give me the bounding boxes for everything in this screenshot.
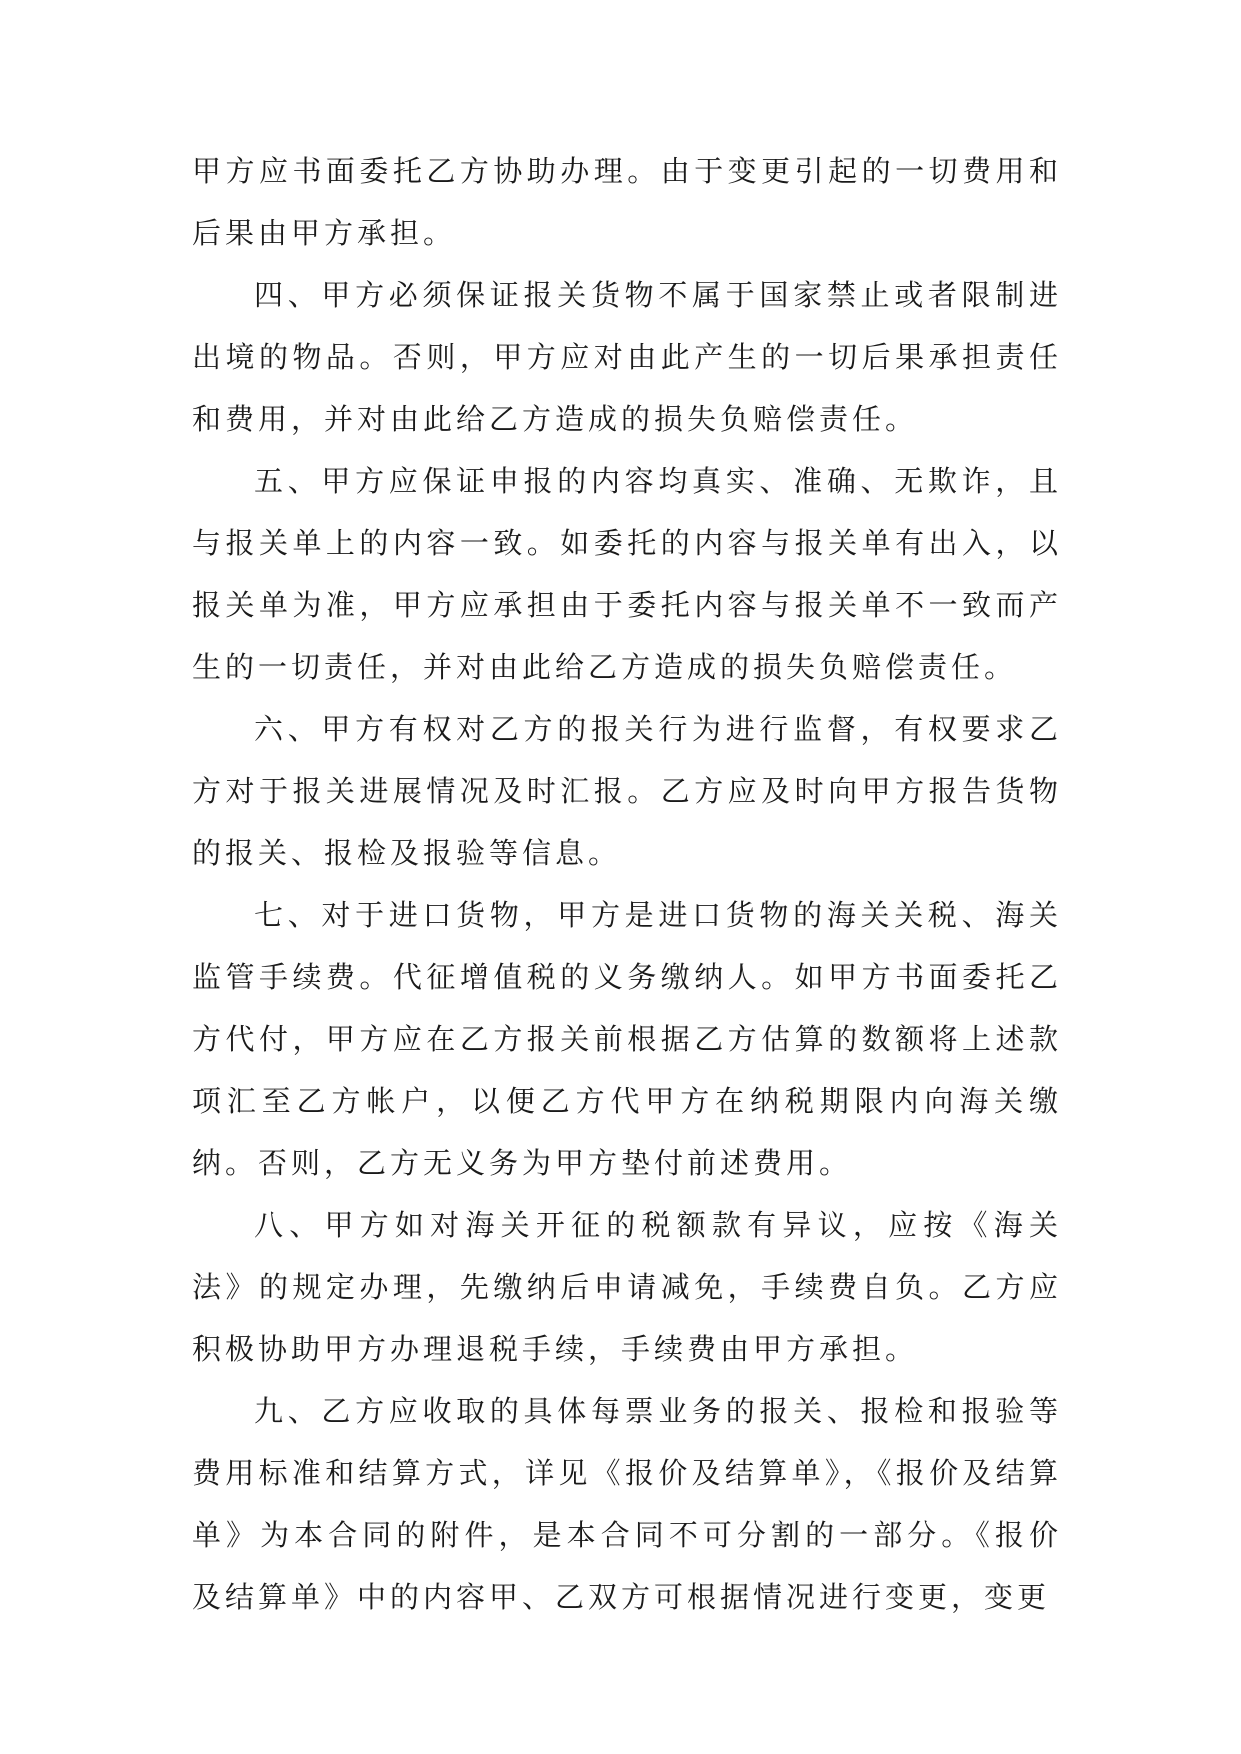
- paragraph-clause-4: 四、甲方必须保证报关货物不属于国家禁止或者限制进出境的物品。否则，甲方应对由此产生的一切后果承担责任和费用，并对由此给乙方造成的损失负赔偿责任。: [192, 278, 1062, 436]
- document-page: [192, 140, 1062, 1628]
- paragraph-clause-7: 七、对于进口货物，甲方是进口货物的海关关税、海关监管手续费。代征增值税的义务缴纳人。如甲方书面委托乙方代付，甲方应在乙方报关前根据乙方估算的数额将上述款项汇至乙方帐户，以便乙方代甲方在纳税期限内向海关缴纳。否则，乙方无义务为甲方垫付前述费用。: [192, 898, 1062, 1180]
- paragraph-continuation: 甲方应书面委托乙方协助办理。由于变更引起的一切费用和后果由甲方承担。: [192, 154, 1062, 250]
- paragraph-clause-8: 八、甲方如对海关开征的税额款有异议，应按《海关法》的规定办理，先缴纳后申请减免，手续费自负。乙方应积极协助甲方办理退税手续，手续费由甲方承担。: [192, 1208, 1062, 1366]
- paragraph-clause-6: 六、甲方有权对乙方的报关行为进行监督，有权要求乙方对于报关进展情况及时汇报。乙方应及时向甲方报告货物的报关、报检及报验等信息。: [192, 712, 1062, 870]
- paragraph-clause-9: 九、乙方应收取的具体每票业务的报关、报检和报验等费用标准和结算方式，详见《报价及结算单》，《报价及结算单》为本合同的附件，是本合同不可分割的一部分。《报价及结算单》中的内容甲、乙双方可根据情况进行变更，变更: [192, 1394, 1062, 1614]
- paragraph-clause-5: 五、甲方应保证申报的内容均真实、准确、无欺诈，且与报关单上的内容一致。如委托的内容与报关单有出入，以报关单为准，甲方应承担由于委托内容与报关单不一致而产生的一切责任，并对由此给乙方造成的损失负赔偿责任。: [192, 464, 1062, 684]
